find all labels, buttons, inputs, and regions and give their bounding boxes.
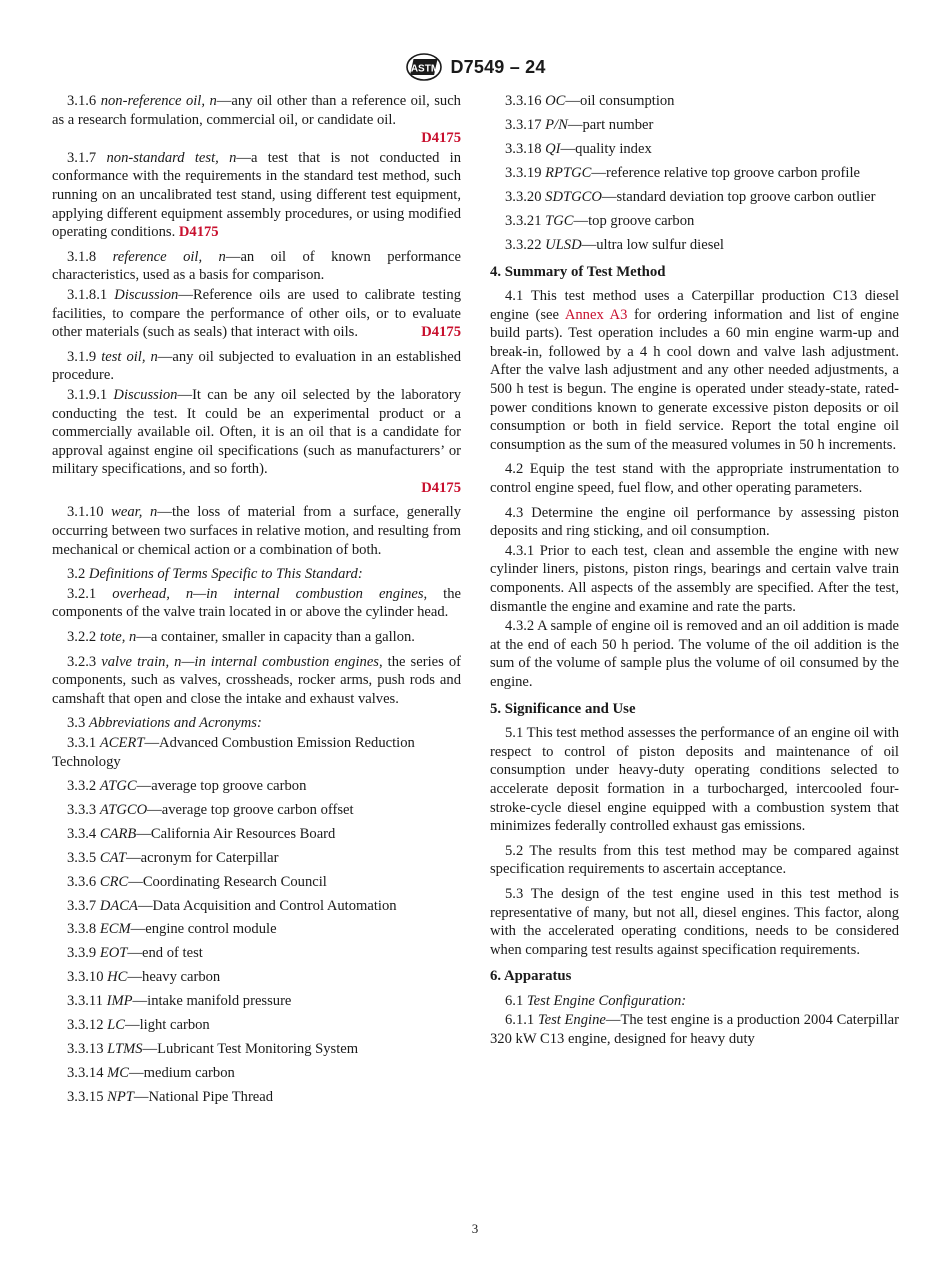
abbreviation-item: 3.3.13 LTMS—Lubricant Test Monitoring System [67,1041,359,1058]
page-number: 3 [471,1221,479,1236]
section-4-heading: 4. Summary of Test Method [490,263,666,280]
svg-text:ASTM: ASTM [411,63,440,75]
abbreviation-item: 3.3.9 EOT—end of test [67,945,203,962]
abbreviation-item: 3.3.10 HC—heavy carbon [67,969,221,986]
abbreviation-item: 3.3.21 TGC—top groove carbon [505,212,695,229]
abbreviation-list-right [490,92,899,255]
ref-d4175-link[interactable]: D4175 [421,479,461,496]
section-5-heading: 5. Significance and Use [490,700,636,717]
section-6-heading: 6. Apparatus [490,968,572,985]
definition-3-1-7: 3.1.7 non-standard test, n—a test that is not conducted in conformance with the requirements in the standard test method, such running on an uncalibrated test stand, using different test equipment, applying different equipment assembly procedures, or using modified operating conditions. D4175 [52,149,461,241]
abbreviation-item: 3.3.20 SDTGCO—standard deviation top groove carbon outlier [505,188,876,205]
left-column [52,92,461,1112]
paragraph-4-3-1: 4.3.1 Prior to each test, clean and assemble the engine with new cylinder liners, pistons, piston rings, bearings and certain valve train components. All aspects of the assembly are specified. After the test, dismantle the engine and examine and rate the parts. [490,542,899,615]
paragraph-5-3: 5.3 The design of the test engine used in this test method is representative of many, but not all, diesel engines. This factor, along with the accelerated operating conditions, needs to be considered when comparing test results against specification requirements. [490,885,899,958]
abbreviation-item: 3.3.8 ECM—engine control module [67,921,277,938]
abbreviation-item: 3.3.3 ATGCO—average top groove carbon offset [67,801,354,818]
definition-3-2-2: 3.2.2 tote, n—a container, smaller in capacity than a gallon. [67,629,415,646]
page-header [0,52,950,82]
right-column [490,92,899,1049]
abbreviation-list-left [52,734,461,1107]
section-3-3-title: 3.3 Abbreviations and Acronyms: [67,715,262,732]
abbreviation-item: 3.3.2 ATGC—average top groove carbon [67,777,307,794]
abbreviation-item: 3.3.19 RPTGC—reference relative top groove carbon profile [505,164,860,181]
abbreviation-item: 3.3.5 CAT—acronym for Caterpillar [67,849,279,866]
annex-a3-link[interactable]: Annex A3 [564,306,628,323]
abbreviation-item: 3.3.7 DACA—Data Acquisition and Control Automation [67,897,397,914]
abbreviation-item: 3.3.1 ACERT—Advanced Combustion Emission Reduction Technology [52,735,415,770]
definition-3-1-10: 3.1.10 wear, n—the loss of material from a surface, generally occurring between two surfaces in relative motion, and resulting from mechanical or chemical action or a combination of both. [52,504,461,558]
abbreviation-item: 3.3.6 CRC—Coordinating Research Council [67,873,327,890]
paragraph-4-1: 4.1 This test method uses a Caterpillar production C13 diesel engine (see Annex A3 for ordering information and list of engine build parts). Test operation includes a 60 min engine warm-up and break-in, followed by a 4 h cool down and valve lash adjustment. After the valve lash adjustment and any other needed adjustments, a 500 h test is begun. The engine is operated under steady-state, rated-power conditions known to generate excessive piston deposits or oil consumption or both in field service. Report the total engine oil consumption as the sum of the measured volumes in 50 h increments. [490,288,900,453]
abbreviation-item: 3.3.17 P/N—part number [505,116,654,133]
section-3-2-title: 3.2 Definitions of Terms Specific to This Standard: [67,566,363,583]
ref-d4175-link[interactable]: D4175 [178,224,219,241]
astm-logo-icon [404,52,444,82]
paragraph-5-2: 5.2 The results from this test method may be compared against specification requirements to ascertain acceptance. [490,842,899,878]
paragraph-6-1-1: 6.1.1 Test Engine—The test engine is a production 2004 Caterpillar 320 kW C13 engine, designed for heavy duty [490,1012,899,1048]
paragraph-4-2: 4.2 Equip the test stand with the appropriate instrumentation to control engine speed, fuel flow, and other operating parameters. [490,461,900,497]
paragraph-4-3-2: 4.3.2 A sample of engine oil is removed and an oil addition is made at the end of each 50 h period. The volume of the oil addition is the sum of the volume of sample plus the volume of oil consumed by the engine. [490,618,900,690]
paragraph-5-1: 5.1 This test method assesses the performance of an engine oil with respect to control of piston deposits and maintenance of oil consumption under heavy-duty operating conditions selected to accelerate deposit formation in a turbocharged, intercooled four-stroke-cycle diesel engine equipped with a combustion system that minimizes federally controlled exhaust gas emissions. [490,725,899,835]
abbreviation-item: 3.3.18 QI—quality index [505,140,652,157]
definition-3-1-6: 3.1.6 non-reference oil, n—any oil other than a reference oil, such as a research formulation, commercial oil, or candidate oil. D4175 [52,93,461,147]
abbreviation-item: 3.3.14 MC—medium carbon [67,1065,235,1082]
ref-d4175-link[interactable]: D4175 [421,130,461,147]
abbreviation-item: 3.3.12 LC—light carbon [67,1017,210,1034]
abbreviation-item: 3.3.4 CARB—California Air Resources Board [67,825,336,842]
paragraph-6-1: 6.1 Test Engine Configuration: [505,992,687,1009]
paragraph-4-3: 4.3 Determine the engine oil performance by assessing piston deposits and ring sticking, and oil consumption. [490,504,899,540]
abbreviation-item: 3.3.16 OC—oil consumption [505,93,675,109]
definition-3-1-8: 3.1.8 reference oil, n—an oil of known performance characteristics, used as a basis for comparison. [52,248,461,284]
abbreviation-item: 3.3.11 IMP—intake manifold pressure [67,993,292,1010]
discussion-3-1-8-1: 3.1.8.1 Discussion—Reference oils are used to calibrate testing facilities, to compare the performance of other oils, or to evaluate other materials (such as seals) that interact with oils. D4175 [52,286,461,341]
definition-3-1-9: 3.1.9 test oil, n—any oil subjected to evaluation in an established procedure. [52,348,462,384]
ref-d4175-link[interactable]: D4175 [421,324,461,341]
discussion-3-1-9-1: 3.1.9.1 Discussion—It can be any oil selected by the laboratory conducting the test. It could be an experimental product or a commercially available oil. Often, it is an oil that is a candidate for approval against engine oil specifications (such as manufacturers’ or military specifications, and so forth). D4175 [52,386,461,496]
abbreviation-item: 3.3.15 NPT—National Pipe Thread [67,1089,274,1106]
definition-3-2-1: 3.2.1 overhead, n—in internal combustion engines, the components of the valve train located in or above the cylinder head. [52,585,461,621]
abbreviation-item: 3.3.22 ULSD—ultra low sulfur diesel [505,236,724,253]
definition-3-2-3: 3.2.3 valve train, n—in internal combustion engines, the series of components, such as valves, crossheads, rocker arms, push rods and camshaft that open and close the intake and exhaust valves. [52,653,461,707]
document-id: D7549 – 24 [450,56,546,77]
